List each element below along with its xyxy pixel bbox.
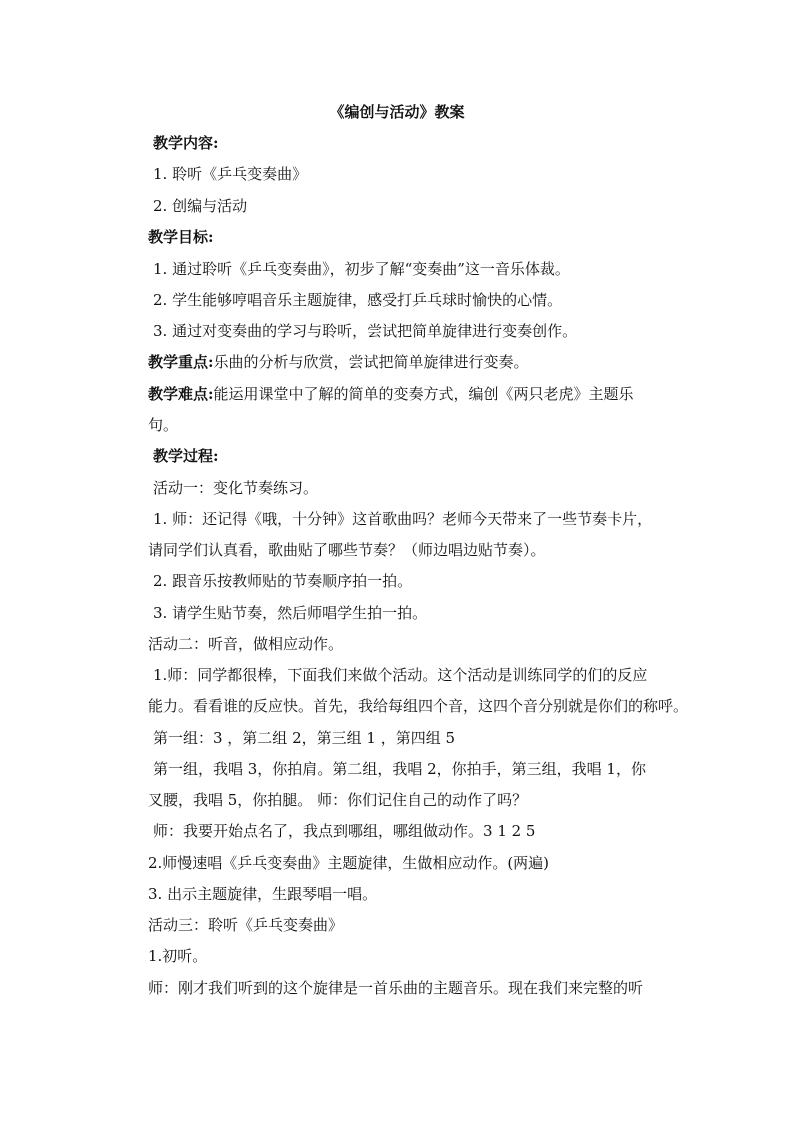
process-line: 3. 出示主题旋律，生跟琴唱一唱。	[148, 885, 378, 903]
process-line: 1.初听。	[148, 947, 208, 965]
goal-item: 3. 通过对变奏曲的学习与聆听，尝试把简单旋律进行变奏创作。	[153, 322, 578, 340]
process-line: 3. 请学生贴节奏，然后师唱学生拍一拍。	[153, 604, 428, 622]
activity-heading: 活动二：听音，做相应动作。	[148, 635, 344, 653]
document-title: 《编创与活动》教案	[329, 103, 465, 121]
process-line: 第一组：3 ，第二组 2，第三组 1 ，第四组 5	[153, 729, 456, 747]
content-heading: 教学内容:	[153, 134, 219, 152]
process-heading: 教学过程:	[153, 447, 219, 465]
key-point-text: 乐曲的分析与欣赏，尝试把简单旋律进行变奏。	[213, 353, 529, 371]
goals-heading: 教学目标:	[148, 228, 214, 246]
difficulty-line	[148, 383, 634, 405]
activity-heading: 活动三：聆听《乒乓变奏曲》	[148, 916, 344, 934]
process-line: 叉腰，我唱 5，你拍腿。 师：你们记住自己的动作了吗？	[148, 791, 528, 809]
process-line: 1. 师：还记得《哦，十分钟》这首歌曲吗？老师今天带来了一些节奏卡片，	[153, 510, 653, 528]
process-line: 师：刚才我们听到的这个旋律是一首乐曲的主题音乐。现在我们来完整的听	[148, 979, 644, 997]
difficulty-text-cont: 句。	[148, 416, 179, 434]
content-item: 2. 创编与活动	[153, 197, 248, 215]
process-line: 2.师慢速唱《乒乓变奏曲》主题旋律，生做相应动作。(两遍)	[148, 854, 550, 872]
activity-heading: 活动一：变化节奏练习。	[153, 479, 319, 497]
goal-item: 2. 学生能够哼唱音乐主题旋律，感受打乒乓球时愉快的心情。	[153, 291, 563, 309]
process-line: 能力。看看谁的反应快。首先，我给每组四个音，这四个音分别就是你们的称呼。	[148, 697, 689, 715]
difficulty-label: 教学难点:	[148, 385, 214, 403]
difficulty-text: 能运用课堂中了解的简单的变奏方式，编创《两只老虎》主题乐	[213, 385, 634, 403]
key-point-label: 教学重点:	[148, 353, 214, 371]
process-line: 2. 跟音乐按教师贴的节奏顺序拍一拍。	[153, 572, 413, 590]
content-item: 1. 聆听《乒乓变奏曲》	[153, 165, 308, 183]
goal-item: 1. 通过聆听《乒乓变奏曲》，初步了解“变奏曲”这一音乐体裁。	[153, 260, 570, 278]
process-line: 第一组，我唱 3，你拍肩。第二组，我唱 2，你拍手，第三组，我唱 1，你	[153, 760, 646, 778]
process-line: 1.师：同学都很棒，下面我们来做个活动。这个活动是训练同学的们的反应	[153, 666, 648, 684]
process-line: 请同学们认真看，歌曲贴了哪些节奏？（师边唱边贴节奏）。	[148, 541, 546, 559]
key-point-line	[148, 351, 529, 373]
process-line: 师：我要开始点名了，我点到哪组，哪组做动作。3 1 2 5	[153, 822, 536, 840]
